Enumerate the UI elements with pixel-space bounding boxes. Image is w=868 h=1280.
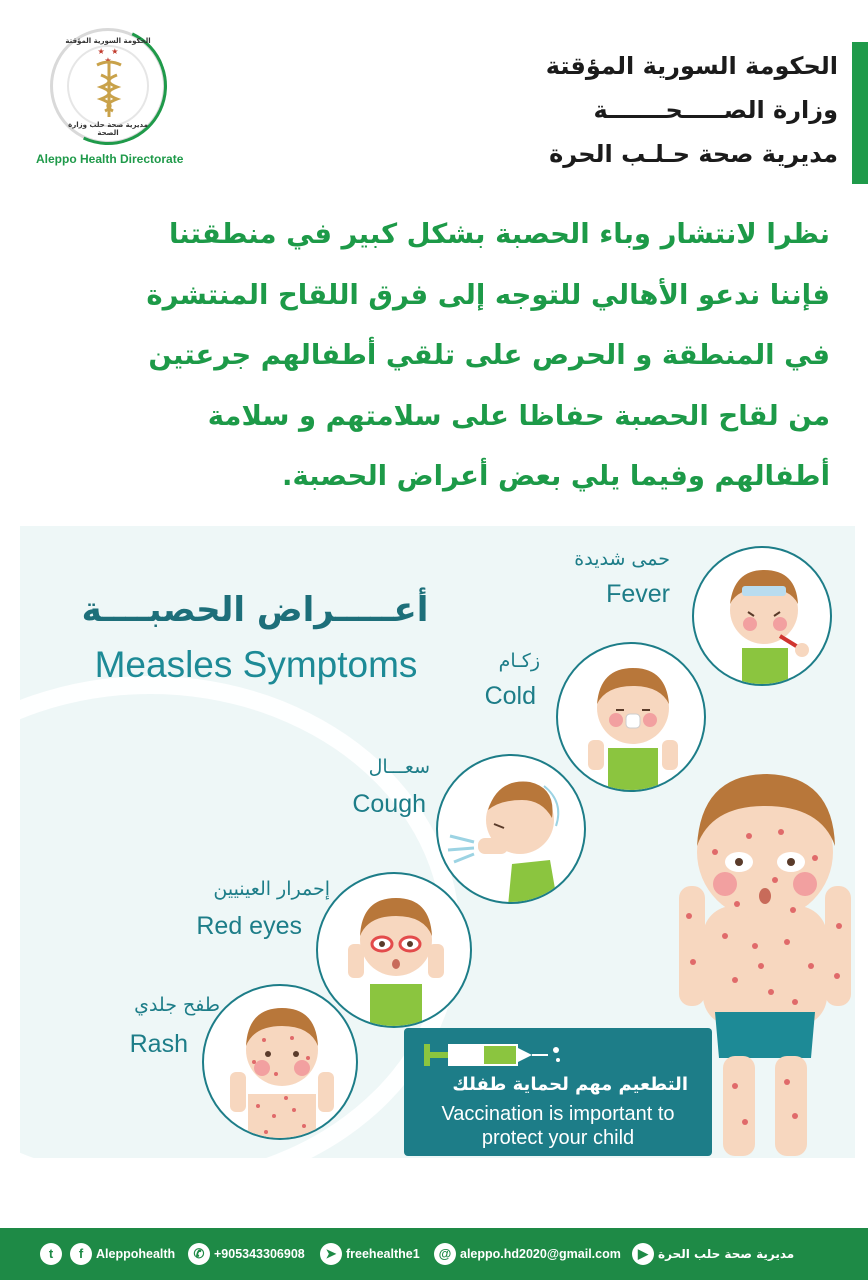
- fever-thermometer-icon: [694, 548, 832, 686]
- announcement-line: من لقاح الحصبة حفاظا على سلامتهم و سلامة: [207, 399, 830, 432]
- announcement-line: نظرا لانتشار وباء الحصبة بشكل كبير في منطقتنا: [168, 218, 830, 250]
- caduceus-icon: [87, 57, 131, 119]
- vaccination-text-english-line1: Vaccination is important to: [441, 1103, 675, 1125]
- header: [0, 0, 868, 190]
- logo-arc-bottom-text: مديرية صحة حلب وزارة الصحة: [68, 121, 148, 137]
- heading-line-ministry: وزارة الصـــــحـــــــة: [593, 96, 838, 124]
- symptom-cough-arabic: سعـــال: [368, 756, 430, 778]
- vaccination-message-box: [404, 1028, 712, 1156]
- email-icon: @: [434, 1243, 456, 1265]
- announcement-line: في المنطقة و الحرص على تلقي أطفالهم جرعتين: [148, 339, 830, 371]
- phone-contact[interactable]: [184, 1228, 305, 1280]
- government-heading: [418, 44, 838, 176]
- youtube-icon: ▶: [632, 1243, 654, 1265]
- symptom-red-eyes-arabic: إحمرار العينيين: [213, 878, 330, 900]
- heading-line-directorate: مديرية صحة حـلـب الحرة: [549, 140, 838, 168]
- youtube-channel-name: مديرية صحة حلب الحرة: [658, 1247, 795, 1261]
- symptom-cold-arabic: زكـام: [498, 650, 540, 672]
- rash-illustration: [202, 984, 358, 1140]
- youtube-contact[interactable]: [628, 1228, 794, 1280]
- infographic-title-english: Measles Symptoms: [94, 644, 418, 685]
- telegram-handle: freehealthe1: [346, 1247, 420, 1261]
- rash-icon: [204, 986, 358, 1140]
- symptom-rash-english: Rash: [129, 1030, 188, 1058]
- measles-symptoms-infographic: [20, 526, 855, 1158]
- twitter-icon[interactable]: t: [40, 1243, 62, 1265]
- email-contact[interactable]: [430, 1228, 621, 1280]
- symptom-red-eyes-english: Red eyes: [196, 912, 302, 940]
- logo-caption: Aleppo Health Directorate: [36, 152, 184, 166]
- vaccination-text-english: [404, 1102, 712, 1150]
- logo-stars: ★ ★ ★: [97, 47, 121, 65]
- infographic-title-arabic: أعـــــراض الحصبــــة: [81, 590, 429, 630]
- symptom-rash-arabic: طفح جلدي: [134, 994, 220, 1016]
- vaccination-text-english-line2: protect your child: [481, 1127, 635, 1149]
- telegram-contact[interactable]: [316, 1228, 420, 1280]
- vaccination-text-arabic: التطعيم مهم لحماية طفلك: [452, 1074, 688, 1095]
- phone-icon: ✆: [188, 1243, 210, 1265]
- syringe-icon: [424, 1034, 564, 1074]
- announcement-line: أطفالهم وفيما يلي بعض أعراض الحصبة.: [282, 460, 830, 492]
- heading-line-government: الحكومة السورية المؤقتة: [545, 52, 838, 80]
- symptom-fever-arabic: حمى شديدة: [574, 548, 670, 570]
- facebook-icon[interactable]: f: [70, 1243, 92, 1265]
- symptom-cough-english: Cough: [352, 790, 426, 818]
- logo-arc-top-text: الحكومة السورية المؤقتة: [65, 37, 151, 45]
- email-address: aleppo.hd2020@gmail.com: [460, 1247, 621, 1261]
- announcement-line: فإننا ندعو الأهالي للتوجه إلى فرق اللقاح المنتشرة: [146, 278, 830, 311]
- ministry-logo: [50, 28, 166, 144]
- announcement-text: [60, 204, 830, 507]
- social-handle: Aleppohealth: [96, 1247, 176, 1261]
- symptom-cold-english: Cold: [484, 682, 536, 710]
- fever-illustration: [692, 546, 832, 686]
- phone-number: +905343306908: [214, 1247, 305, 1261]
- social-contact[interactable]: [36, 1228, 175, 1280]
- header-accent-bar: [852, 42, 868, 184]
- symptom-fever-english: Fever: [606, 580, 670, 608]
- telegram-icon: ➤: [320, 1243, 342, 1265]
- contact-footer: [0, 1228, 868, 1280]
